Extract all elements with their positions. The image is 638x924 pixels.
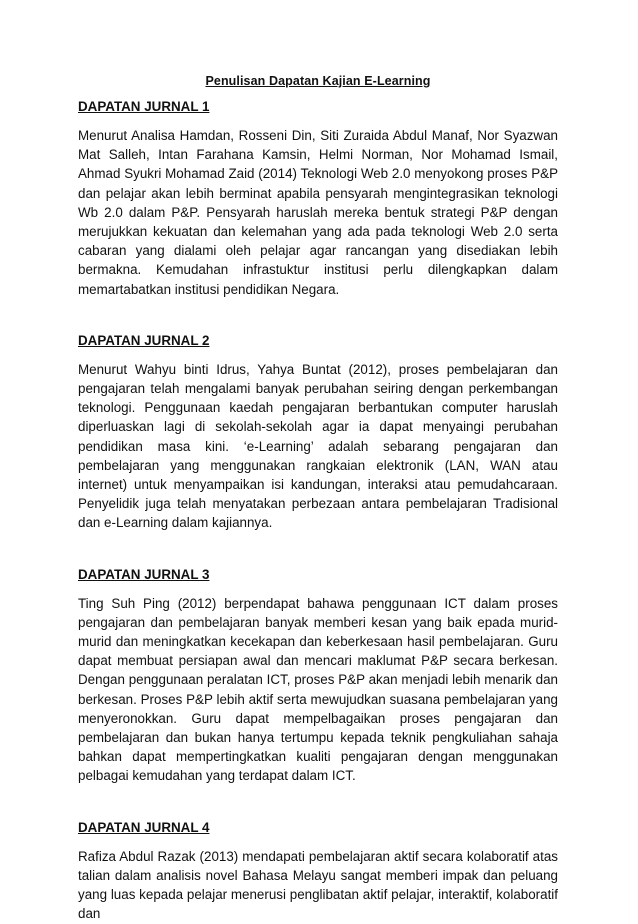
- document-title: Penulisan Dapatan Kajian E-Learning: [205, 74, 431, 88]
- section-heading: DAPATAN JURNAL 4: [78, 819, 210, 835]
- section-body: Ting Suh Ping (2012) berpendapat bahawa penggunaan ICT dalam proses pengajaran dan pembelajaran banyak memberi kesan yang baik epada murid-murid dan meningkatkan kecekapan dan keberkesaan hasil pembelajaran. Guru dapat membuat persiapan awal dan mencari maklumat P&P secara berkesan. Dengan penggunaan peralatan ICT, proses P&P akan menjadi lebih menarik dan berkesan. Proses P&P lebih aktif serta mewujudkan suasana pembelajaran yang menyeronokkan. Guru dapat mempelbagaikan proses pengajaran dan pembelajaran dan bukan hanya tertumpu kepada teknik pengkuliahan sahaja bahkan dapat mempertingkatkan kualiti pengajaran dengan menggunakan pelbagai kemudahan yang terdapat dalam ICT.: [78, 595, 558, 784]
- section-jurnal-3: [78, 566, 558, 786]
- section-jurnal-1: [78, 98, 558, 299]
- section-body: Menurut Wahyu binti Idrus, Yahya Buntat (2012), proses pembelajaran dan pengajaran telah mengalami banyak perubahan seiring dengan perkembangan teknologi. Penggunaan kaedah pengajaran berbantukan computer haruslah diperluaskan lagi di sekolah-sekolah agar ia dapat menyaingi perubahan pendidikan masa kini. ‘e-Learning’ adalah sebarang pengajaran dan pembelajaran yang menggunakan rangkaian elektronik (LAN, WAN atau internet) untuk menyampaikan isi kandungan, interaksi atau pemudahcaraan. Penyelidik juga telah menyatakan perbezaan antara pembelajaran Tradisional dan e-Learning dalam kajiannya.: [78, 361, 558, 531]
- section-body: Rafiza Abdul Razak (2013) mendapati pembelajaran aktif secara kolaboratif atas talian dalam analisis novel Bahasa Melayu sangat memberi impak dan peluang yang luas kepada pelajar menerusi penglibatan aktif pelajar, interaktif, kolaboratif dan: [78, 848, 558, 922]
- section-jurnal-2: [78, 332, 558, 533]
- section-heading: DAPATAN JURNAL 2: [78, 332, 210, 348]
- section-jurnal-4: [78, 819, 558, 924]
- section-body: Menurut Analisa Hamdan, Rosseni Din, Siti Zuraida Abdul Manaf, Nor Syazwan Mat Salleh, Intan Farahana Kamsin, Helmi Norman, Nor Mohamad Ismail, Ahmad Syukri Mohamad Zaid (2014) Teknologi Web 2.0 menyokong proses P&P dan pelajar akan lebih berminat apabila pensyarah mengintegrasikan teknologi Wb 2.0 dalam P&P. Pensyarah haruslah mereka bentuk strategi P&P dengan merujukkan kekuatan dan kelemahan yang ada pada teknologi Web 2.0 serta cabaran yang dialami oleh pelajar agar rancangan yang disediakan lebih bermakna. Kemudahan infrastuktur institusi perlu dilengkapkan dalam memartabatkan institusi pendidikan Negara.: [78, 128, 558, 297]
- section-heading: DAPATAN JURNAL 3: [78, 566, 210, 582]
- section-heading: DAPATAN JURNAL 1: [78, 99, 210, 114]
